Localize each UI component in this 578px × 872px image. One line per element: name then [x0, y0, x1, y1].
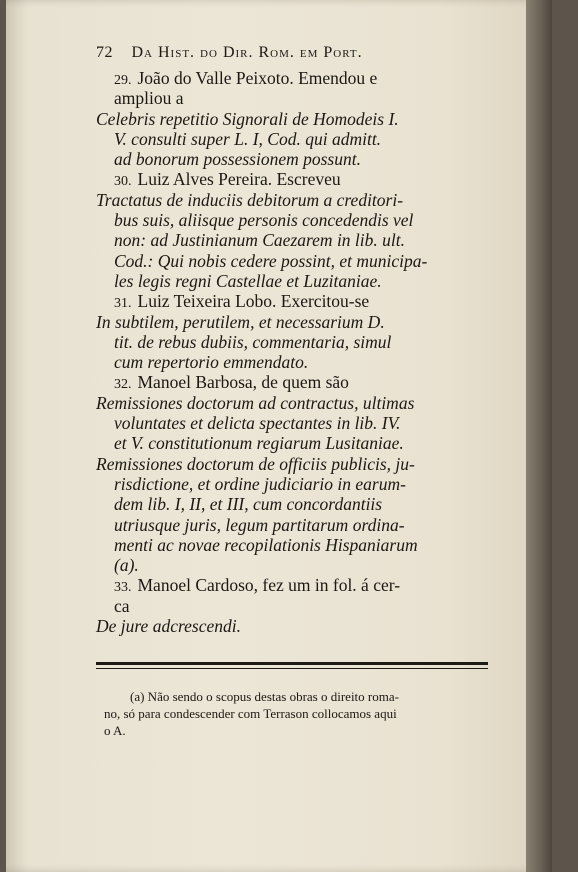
separator-thick-rule: [96, 662, 488, 665]
text-line: [96, 271, 490, 291]
text-line: [96, 596, 490, 616]
entry-number: 33.: [114, 580, 132, 596]
text-line: [96, 352, 490, 372]
line-text: ad bonorum possessionem possunt.: [114, 149, 361, 170]
text-line: [96, 210, 490, 230]
text-line: [96, 515, 490, 535]
line-text: Tractatus de induciis debitorum a creditori-: [96, 189, 404, 210]
entry-heading-line: [96, 169, 490, 189]
line-text: Luiz Alves Pereira. Escreveu: [137, 169, 341, 190]
footnote-separator: [96, 662, 488, 669]
line-text: In subtilem, perutilem, et necessarium D.: [96, 311, 385, 332]
line-text: ca: [114, 595, 130, 616]
line-text: et V. constitutionum regiarum Lusitaniae.: [114, 433, 404, 454]
line-text: menti ac novae recopilationis Hispaniarum: [114, 534, 418, 555]
line-text: cum repertorio emmendato.: [114, 352, 309, 373]
line-text: Cod.: Qui nobis cedere possint, et municipa-: [114, 250, 428, 271]
entry-heading-line: [96, 372, 490, 392]
text-line: [96, 474, 490, 494]
body-text: [96, 68, 490, 636]
line-text: utriusque juris, legum partitarum ordina-: [114, 514, 405, 535]
entry-heading-line: [96, 291, 490, 311]
text-line: [96, 555, 490, 575]
line-text: risdictione, et ordine judiciario in earum-: [114, 473, 406, 494]
footnote-line: no, só para condescender com Terrason collocamos aqui: [104, 706, 397, 721]
line-text: Remissiones doctorum ad contractus, ultimas: [96, 392, 415, 413]
line-text: ampliou a: [114, 88, 184, 109]
text-line: [96, 251, 490, 271]
line-text: (a).: [114, 555, 139, 576]
footnote: [104, 688, 490, 739]
text-line: [96, 312, 490, 332]
entry-heading-line: [96, 68, 490, 88]
text-line: [96, 413, 490, 433]
text-line: [96, 190, 490, 210]
text-line: [96, 616, 490, 636]
entry-heading-line: [96, 575, 490, 595]
text-line: [96, 149, 490, 169]
line-text: bus suis, aliisque personis concedendis vel: [114, 210, 414, 231]
footnote-line: o A.: [104, 723, 126, 738]
line-text: V. consulti super L. I, Cod. qui admitt.: [114, 128, 382, 149]
line-text: Manoel Cardoso, fez um in fol. á cer-: [137, 575, 401, 596]
entry-number: 32.: [114, 377, 132, 393]
line-text: dem lib. I, II, et III, cum concordantiis: [114, 494, 383, 515]
entry-number: 29.: [114, 73, 132, 88]
entry-number: 30.: [114, 174, 132, 190]
page-number: 72: [96, 44, 113, 61]
book-gutter: [526, 0, 552, 872]
footnote-line: (a) Não sendo o scopus destas obras o direito roma-: [130, 689, 399, 704]
text-line: [96, 393, 490, 413]
line-text: les legis regni Castellae et Luzitaniae.: [114, 270, 382, 291]
line-text: Remissiones doctorum de officiis publicis, ju-: [96, 453, 415, 474]
line-text: De jure adcrescendi.: [96, 616, 241, 637]
separator-thin-rule: [96, 668, 488, 669]
text-line: [96, 535, 490, 555]
text-line: [96, 433, 490, 453]
text-line: [96, 454, 490, 474]
text-line: [96, 129, 490, 149]
line-text: tit. de rebus dubiis, commentaria, simul: [114, 331, 392, 352]
line-text: Manoel Barbosa, de quem são: [137, 372, 349, 393]
text-line: [96, 109, 490, 129]
text-line: [96, 494, 490, 514]
text-line: [96, 332, 490, 352]
text-line: [96, 88, 490, 108]
line-text: Celebris repetitio Signorali de Homodeis I.: [96, 108, 399, 129]
running-title: Da Hist. do Dir. Rom. em Port.: [131, 44, 363, 61]
line-text: non: ad Justinianum Caezarem in lib. ult.: [114, 230, 406, 251]
entry-number: 31.: [114, 296, 132, 312]
running-header: [96, 44, 490, 68]
line-text: João do Valle Peixoto. Emendou e: [137, 68, 378, 88]
text-line: [96, 230, 490, 250]
page-content: [96, 44, 490, 636]
line-text: Luiz Teixeira Lobo. Exercitou-se: [137, 291, 370, 312]
line-text: voluntates et delicta spectantes in lib. IV.: [114, 413, 401, 434]
